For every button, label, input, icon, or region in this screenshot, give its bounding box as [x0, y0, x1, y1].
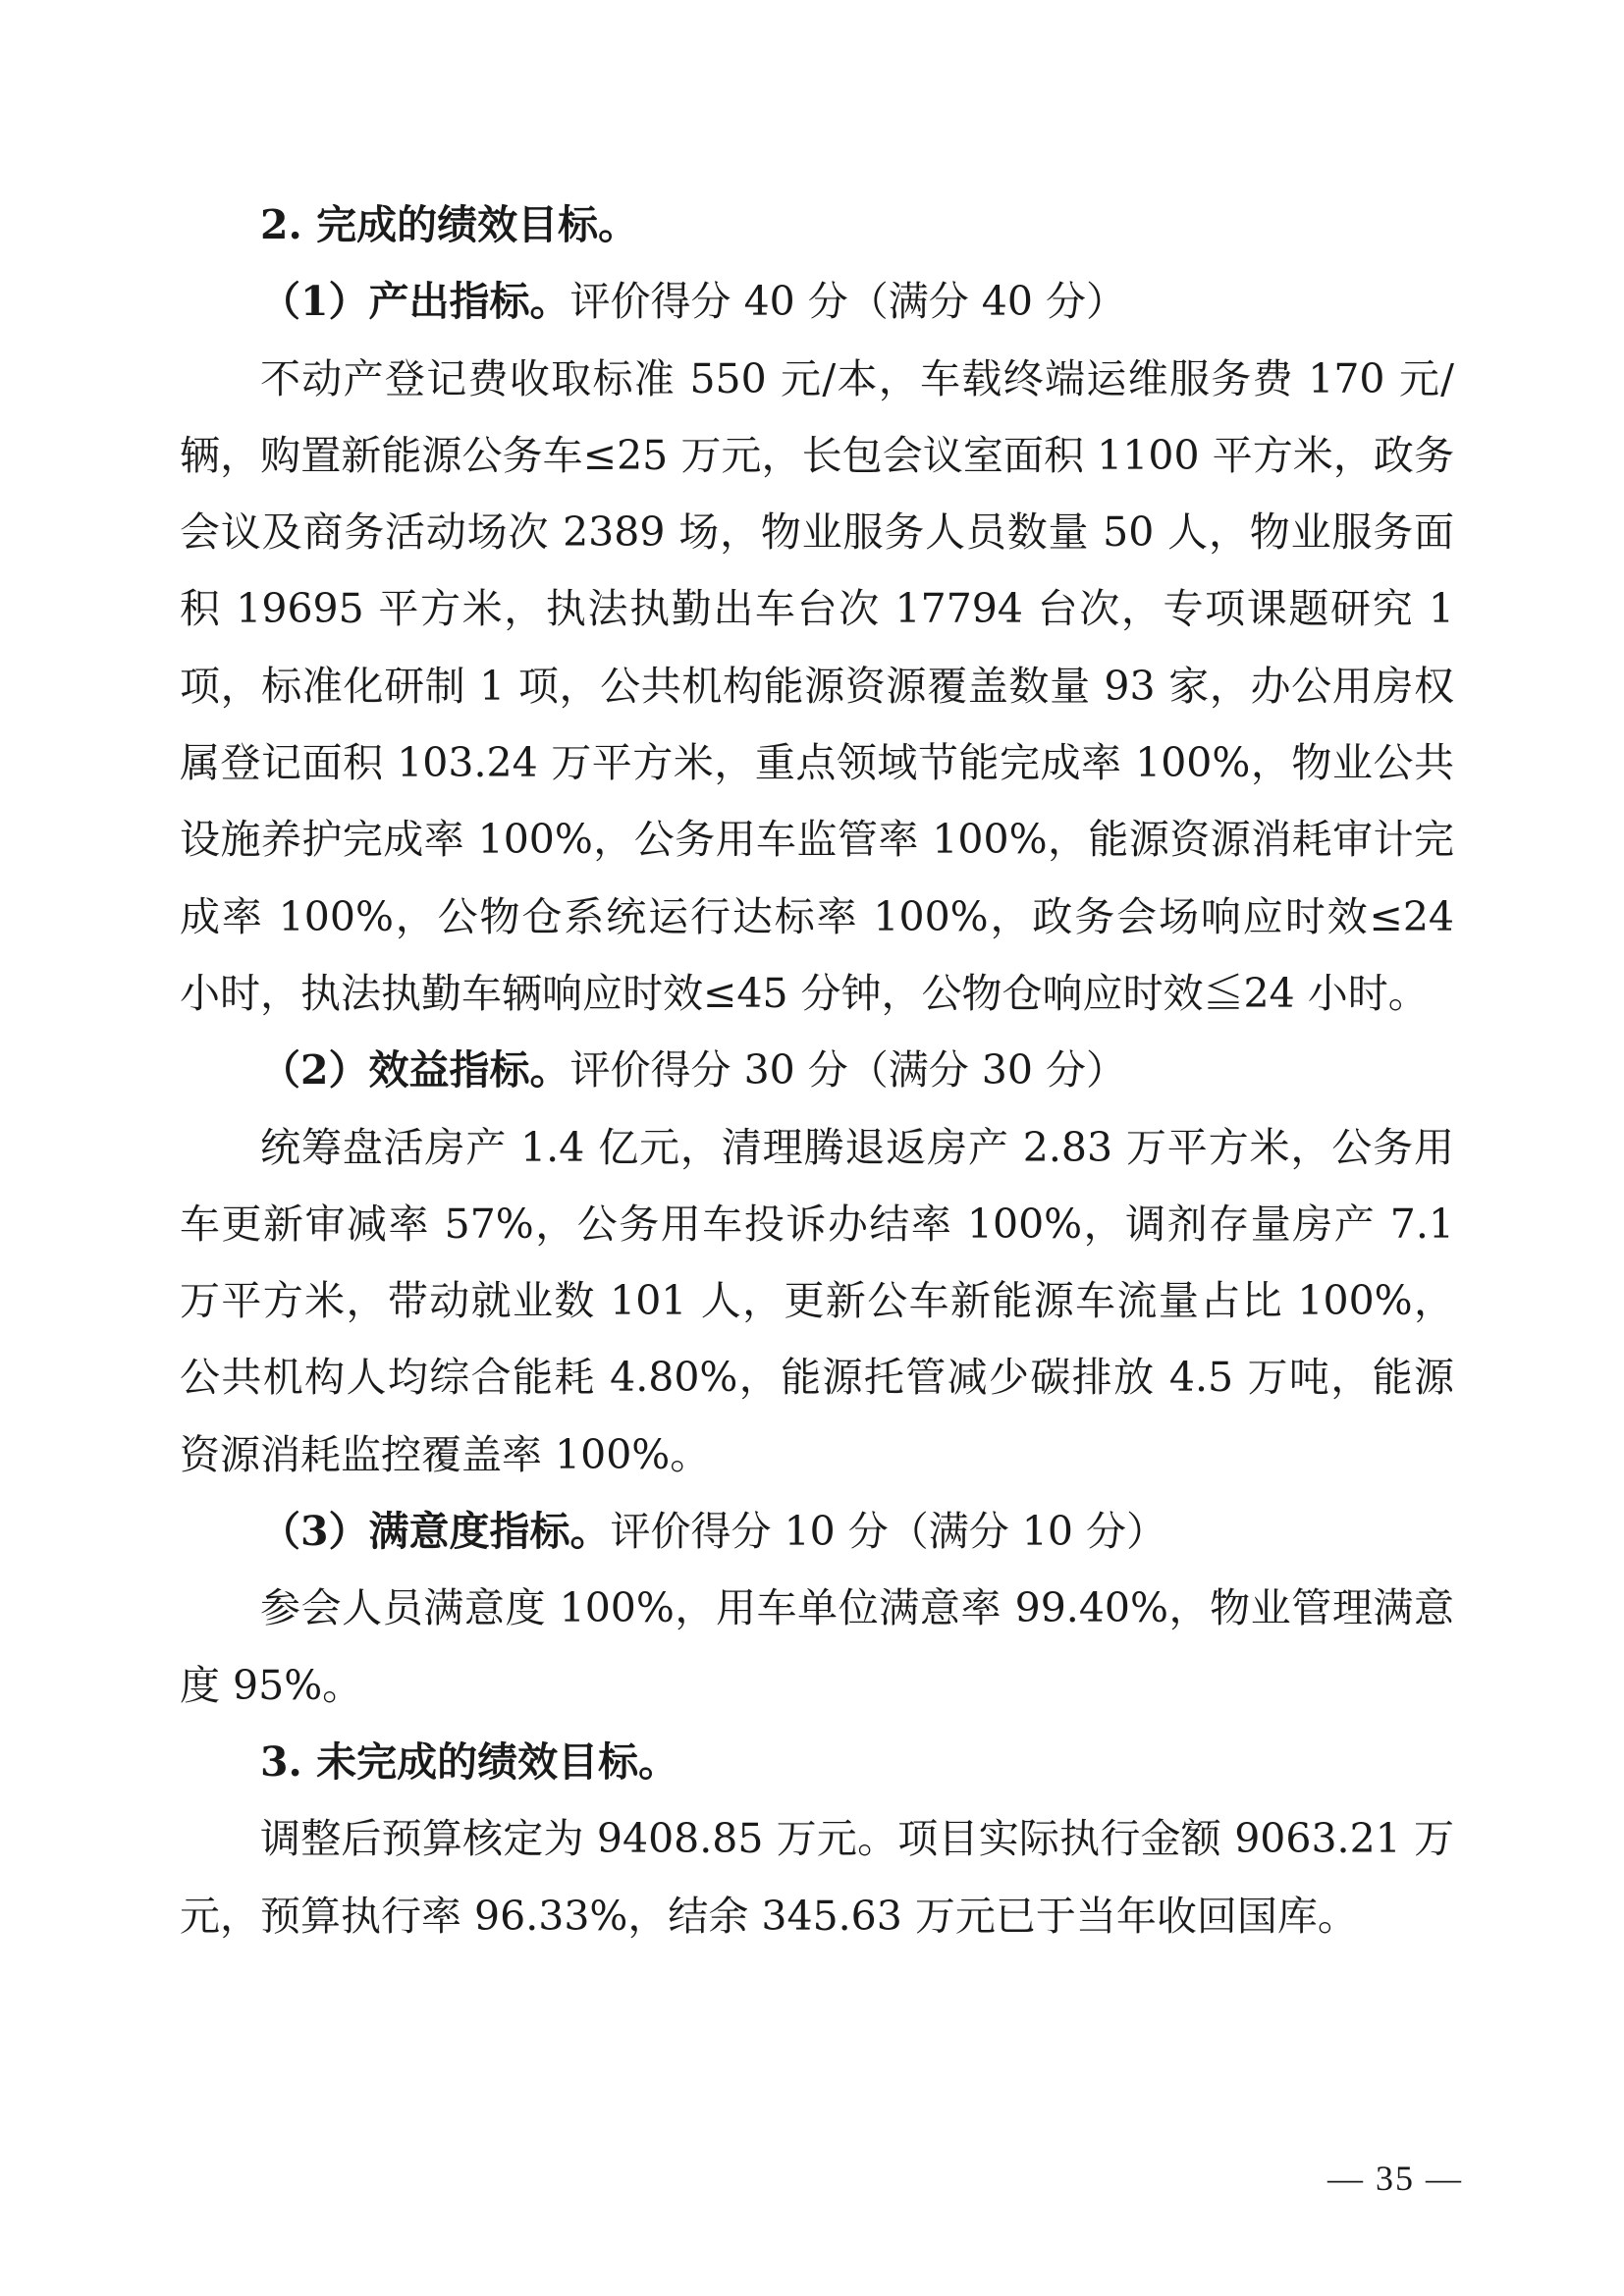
benefit-indicator-body: 统筹盘活房产 1.4 亿元，清理腾退返房产 2.83 万平方米，公务用车更新审减率 57%，公务用车投诉办结率 100%，调剂存量房产 7.1 万平方米，带动就业数 101 人，更新公车新能源车流量占比 100%，公共机构人均综合能耗 4.80%，能源托管减少碳排放 4.5 万吨，能源资源消耗监控覆盖率 100%。 [180, 1123, 1454, 1478]
satisfaction-indicator-score: 评价得分 10 分（满分 10 分） [610, 1508, 1167, 1556]
output-indicator-score: 评价得分 40 分（满分 40 分） [569, 278, 1127, 326]
document-body [180, 187, 1454, 1954]
benefit-indicator-line [180, 1032, 1454, 1108]
satisfaction-indicator-title: （3）满意度指标。 [260, 1508, 611, 1556]
page-number: — 35 — [1327, 2159, 1463, 2198]
benefit-indicator-score: 评价得分 30 分（满分 30 分） [569, 1046, 1127, 1095]
benefit-indicator-title: （2）效益指标。 [260, 1046, 570, 1095]
output-indicator-title: （1）产出指标。 [260, 278, 570, 326]
unfinished-goals-body: 调整后预算核定为 9408.85 万元。项目实际执行金额 9063.21 万元，预算执行率 96.33%，结余 345.63 万元已于当年收回国库。 [180, 1815, 1454, 1940]
section-heading-unfinished-goals: 3. 未完成的绩效目标。 [260, 1737, 679, 1786]
output-indicator-body: 不动产登记费收取标准 550 元/本，车载终端运维服务费 170 元/辆，购置新能源公务车≤25 万元，长包会议室面积 1100 平方米，政务会议及商务活动场次 2389 场，物业服务人员数量 50 人，物业服务面积 19695 平方米，执法执勤出车台次 17794 台次，专项课题研究 1 项，标准化研制 1 项，公共机构能源资源覆盖数量 93 家，办公用房权属登记面积 103.24 万平方米，重点领域节能完成率 100%，物业公共设施养护完成率 100%，公务用车监管率 100%，能源资源消耗审计完成率 100%，公物仓系统运行达标率 100%，政务会场响应时效≤24 小时，执法执勤车辆响应时效≤45 分钟，公物仓响应时效≦24 小时。 [180, 354, 1454, 1017]
section-heading-completed-goals: 2. 完成的绩效目标。 [260, 201, 639, 248]
satisfaction-indicator-line [180, 1493, 1454, 1570]
satisfaction-indicator-body: 参会人员满意度 100%，用车单位满意率 99.40%，物业管理满意度 95%。 [180, 1584, 1454, 1709]
output-indicator-line [180, 263, 1454, 340]
